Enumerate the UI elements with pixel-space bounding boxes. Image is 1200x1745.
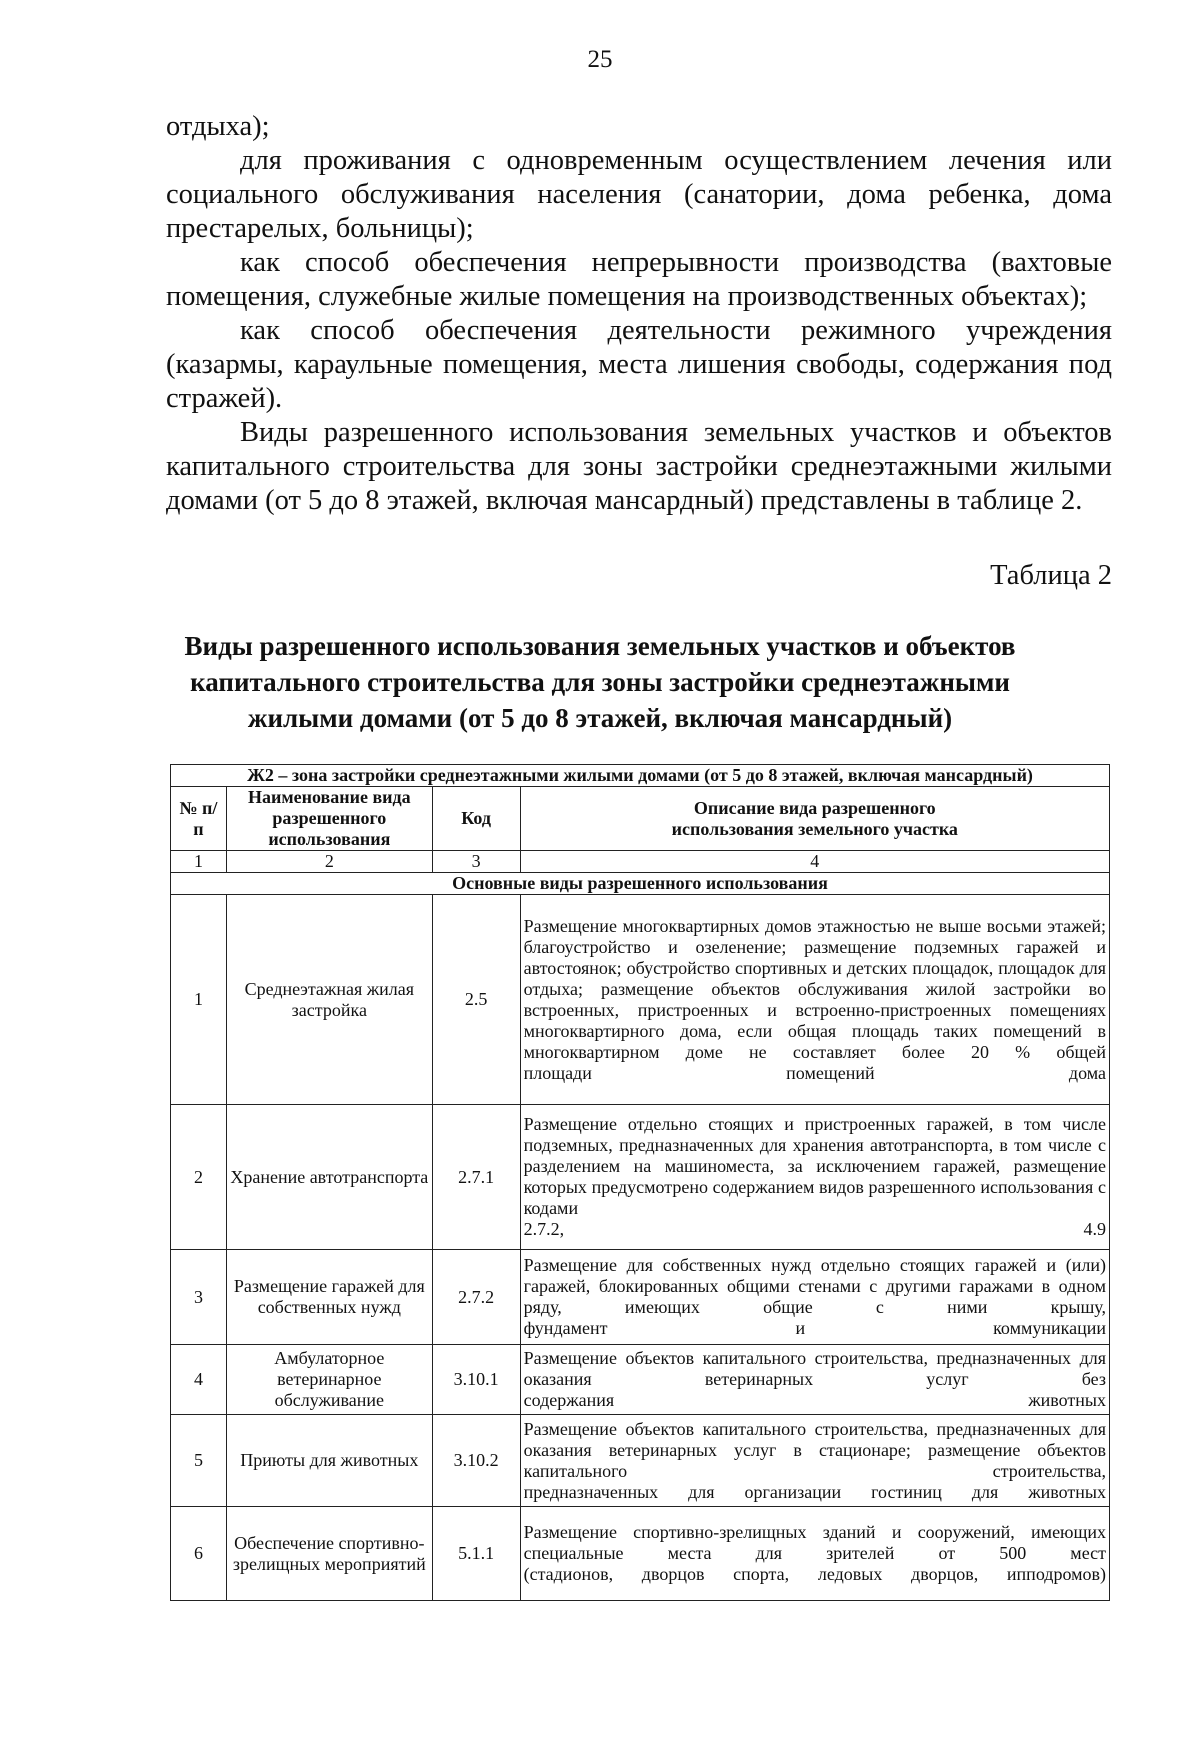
table-caption: Таблица 2 bbox=[990, 560, 1112, 591]
section-row bbox=[171, 873, 1110, 895]
description-last-line: фундамент и коммуникации bbox=[523, 1318, 1106, 1338]
row-code: 2.7.2 bbox=[432, 1250, 520, 1345]
row-number: 6 bbox=[171, 1507, 227, 1601]
description-text: Размещение отдельно стоящих и пристроенных гаражей, в том числе подземных, предназначенных для хранения автотранспорта, в том числе с разделением на машиноместа, за исключением гаражей, размещение которых предусмотрено содержанием видов разрешенного использования с кодами bbox=[523, 1114, 1106, 1218]
row-number: 3 bbox=[171, 1250, 227, 1345]
paragraph: как способ обеспечения непрерывности производства (вахтовые помещения, служебные жилые помещения на производственных объектах); bbox=[166, 247, 1112, 312]
row-code: 3.10.1 bbox=[432, 1345, 520, 1415]
row-name: Приюты для животных bbox=[226, 1415, 432, 1507]
row-name: Среднеэтажная жилая застройка bbox=[226, 895, 432, 1105]
zone-header: Ж2 – зона застройки среднеэтажными жилыми домами (от 5 до 8 этажей, включая мансардный) bbox=[171, 765, 1110, 787]
table-row bbox=[171, 1345, 1110, 1415]
description-last-line: предназначенных для организации гостиниц для животных bbox=[523, 1481, 1106, 1502]
row-code: 5.1.1 bbox=[432, 1507, 520, 1601]
description-text: Размещение объектов капитального строительства, предназначенных для оказания ветеринарных услуг без bbox=[523, 1348, 1106, 1389]
description-last-line: площади помещений дома bbox=[523, 1062, 1106, 1083]
description-text: Размещение объектов капитального строительства, предназначенных для оказания ветеринарных услуг в стационаре; размещение объектов капитального строительства, bbox=[523, 1418, 1106, 1481]
column-number: 4 bbox=[520, 851, 1109, 873]
table-row bbox=[171, 895, 1110, 1105]
table-title: Виды разрешенного использования земельных участков и объектов капитального строительства для зоны застройки среднеэтажными жилыми домами (от 5 до 8 этажей, включая мансардный) bbox=[184, 631, 1016, 733]
description-last-line: (стадионов, дворцов спорта, ледовых дворцов, ипподромов) bbox=[523, 1564, 1106, 1584]
row-number: 5 bbox=[171, 1415, 227, 1507]
column-number: 3 bbox=[432, 851, 520, 873]
description-text: Размещение спортивно-зрелищных зданий и сооружений, имеющих специальные места для зрителей от 500 мест bbox=[523, 1522, 1106, 1563]
row-code: 2.7.1 bbox=[432, 1105, 520, 1250]
table-row bbox=[171, 1507, 1110, 1601]
row-description bbox=[520, 1415, 1109, 1507]
body-text bbox=[166, 110, 1112, 518]
table-row bbox=[171, 1415, 1110, 1507]
land-use-table bbox=[170, 764, 1110, 1601]
paragraph: как способ обеспечения деятельности режимного учреждения (казармы, караульные помещения, места лишения свободы, содержания под стражей). bbox=[166, 315, 1112, 414]
row-code: 2.5 bbox=[432, 895, 520, 1105]
section-title: Основные виды разрешенного использования bbox=[171, 873, 1110, 895]
header-code: Код bbox=[432, 787, 520, 851]
column-number-row bbox=[171, 851, 1110, 873]
row-description bbox=[520, 895, 1109, 1105]
row-description bbox=[520, 1250, 1109, 1345]
column-number: 1 bbox=[171, 851, 227, 873]
header-num: № п/п bbox=[171, 787, 227, 851]
table-row bbox=[171, 1250, 1110, 1345]
row-number: 1 bbox=[171, 895, 227, 1105]
row-name: Размещение гаражей для собственных нужд bbox=[226, 1250, 432, 1345]
paragraph: отдыха); bbox=[166, 111, 270, 142]
description-text: Размещение многоквартирных домов этажностью не выше восьми этажей; благоустройство и озеленение; размещение подземных гаражей и автостоянок; обустройство спортивных и детских площадок, площадок для отдыха; размещение объектов обслуживания жилой застройки во встроенных, пристроенных и встроенно-пристроенных помещениях многоквартирного дома, если общая площадь таких помещений в многоквартирном доме не составляет более 20 % общей bbox=[523, 915, 1106, 1062]
paragraph: Виды разрешенного использования земельных участков и объектов капитального строительства для зоны застройки среднеэтажными жилыми домами (от 5 до 8 этажей, включая мансардный) представлены в таблице 2. bbox=[166, 417, 1112, 516]
row-description bbox=[520, 1105, 1109, 1250]
column-header-row bbox=[171, 787, 1110, 851]
row-code: 3.10.2 bbox=[432, 1415, 520, 1507]
table-row bbox=[171, 1105, 1110, 1250]
row-number: 4 bbox=[171, 1345, 227, 1415]
page-number: 25 bbox=[587, 46, 613, 73]
header-desc: Описание вида разрешенного использования земельного участка bbox=[520, 787, 1109, 851]
paragraph: для проживания с одновременным осуществлением лечения или социального обслуживания населения (санатории, дома ребенка, дома престарелых, больницы); bbox=[166, 145, 1112, 244]
row-name: Хранение автотранспорта bbox=[226, 1105, 432, 1250]
zone-header-row bbox=[171, 765, 1110, 787]
row-number: 2 bbox=[171, 1105, 227, 1250]
description-last-line: содержания животных bbox=[523, 1390, 1106, 1410]
row-name: Обеспечение спортивно-зрелищных мероприятий bbox=[226, 1507, 432, 1601]
column-number: 2 bbox=[226, 851, 432, 873]
description-last-line: 2.7.2, 4.9 bbox=[523, 1219, 1106, 1239]
header-name: Наименование вида разрешенного использования bbox=[226, 787, 432, 851]
row-name: Амбулаторное ветеринарное обслуживание bbox=[226, 1345, 432, 1415]
row-description bbox=[520, 1345, 1109, 1415]
description-text: Размещение для собственных нужд отдельно стоящих гаражей и (или) гаражей, блокированных общими стенами с другими гаражами в одном ряду, имеющих общие с ними крышу, bbox=[523, 1255, 1106, 1317]
row-description bbox=[520, 1507, 1109, 1601]
